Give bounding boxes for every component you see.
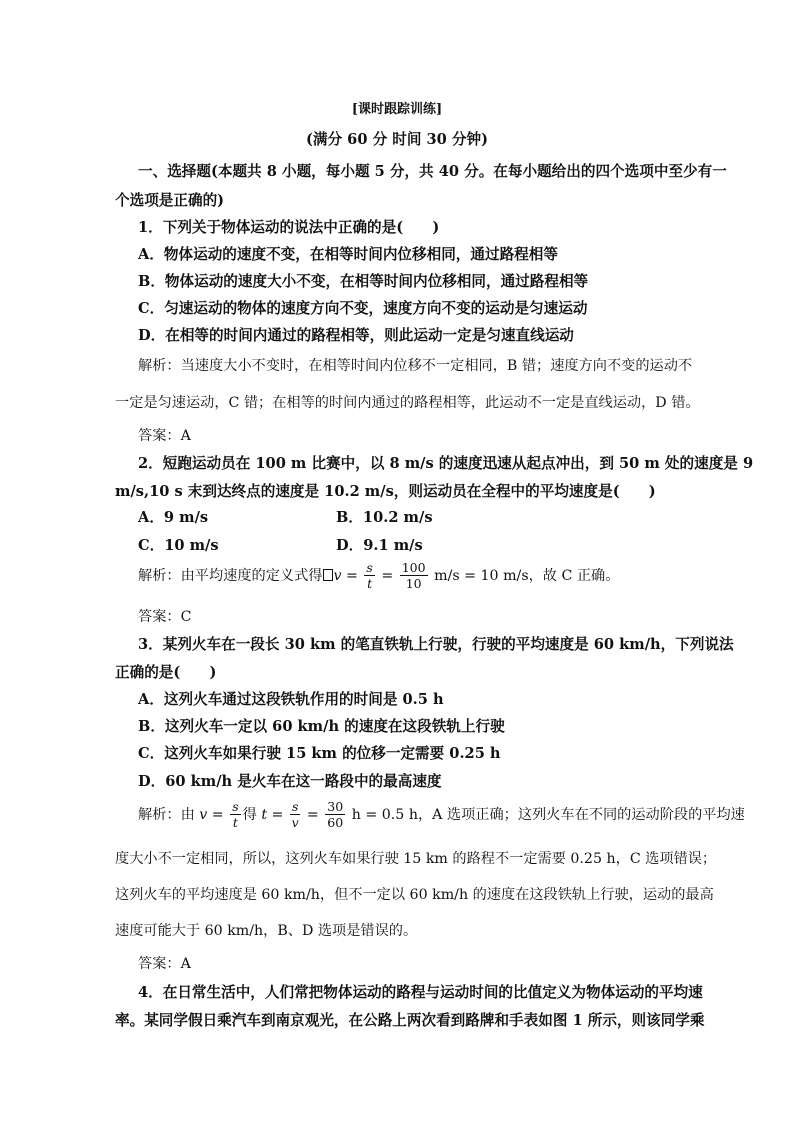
q2-fraction-values: $\frac{100}{10}$	[401, 559, 426, 591]
q2-option-a: A．9 m/s	[138, 509, 209, 526]
q1-option-b: B．物体运动的速度大小不变，在相等时间内位移相同，通过路程相等	[138, 273, 589, 290]
q2-option-c: C．10 m/s	[138, 537, 219, 554]
q3-stem-line1: 3．某列火车在一段长 30 km 的笔直铁轨上行驶，行驶的平均速度是 60 km/h，下列说法	[138, 636, 734, 653]
q1-analysis-line1: 解析：当速度大小不变时，在相等时间内位移不一定相同，B 错；速度方向不变的运动不	[138, 358, 693, 374]
q3-option-b: B．这列火车一定以 60 km/h 的速度在这段铁轨上行驶	[138, 718, 505, 735]
q2-option-b: B．10.2 m/s	[336, 509, 433, 526]
q3-answer: 答案：A	[138, 956, 191, 972]
q2-analysis: 解析：由平均速度的定义式得 v = $\frac{s}{t}$ = $\frac{100}{10}$ m/s = 10 m/s，故 C 正确。	[138, 559, 620, 591]
q1-analysis-line2: 一定是匀速运动，C 错；在相等的时间内通过的路程相等，此运动不一定是直线运动，D 错。	[115, 395, 700, 411]
q1-answer: 答案：A	[138, 428, 191, 444]
q2-analysis-prefix: 解析：由平均速度的定义式得	[138, 568, 323, 584]
q2-stem-line2: m/s,10 s 末到达终点的速度是 10.2 m/s，则运动员在全程中的平均速度是( )	[115, 483, 656, 500]
worksheet-title: [课时跟踪训练]	[351, 102, 443, 117]
q1-option-d: D．在相等的时间内通过的路程相等，则此运动一定是匀速直线运动	[138, 327, 574, 344]
q1-option-c: C．匀速运动的物体的速度方向不变，速度方向不变的运动是匀速运动	[138, 300, 588, 317]
worksheet-subtitle: (满分 60 分 时间 30 分钟)	[306, 131, 488, 148]
q1-option-a: A．物体运动的速度不变，在相等时间内位移相同，通过路程相等	[138, 246, 558, 263]
q2-stem-line1: 2．短跑运动员在 100 m 比赛中，以 8 m/s 的速度迅速从起点冲出，到 50 m 处的速度是 9	[138, 455, 754, 472]
q3-option-c: C．这列火车如果行驶 15 km 的位移一定需要 0.25 h	[138, 745, 501, 762]
q3-fraction-sv: $\frac{s}{v}$	[291, 798, 299, 830]
section-heading-line2: 个选项是正确的)	[115, 192, 225, 209]
q3-fraction-st: $\frac{s}{t}$	[232, 798, 239, 830]
q4-stem-line2: 率。某同学假日乘汽车到南京观光，在公路上两次看到路牌和手表如图 1 所示，则该同学乘	[115, 1012, 705, 1029]
q3-analysis-line2: 度大小不一定相同，所以，这列火车如果行驶 15 km 的路程不一定需要 0.25 h，C 选项错误；	[115, 851, 717, 867]
section-heading-line1: 一、选择题(本题共 8 小题，每小题 5 分，共 40 分。在每小题给出的四个选项中至少有一	[138, 163, 727, 180]
q3-analysis-line4: 速度可能大于 60 km/h，B、D 选项是错误的。	[115, 923, 418, 939]
q2-fraction-st: $\frac{s}{t}$	[366, 559, 373, 591]
q1-stem: 1．下列关于物体运动的说法中正确的是( )	[138, 219, 440, 236]
q2-eq-v: v =	[333, 568, 358, 584]
q3-option-a: A．这列火车通过这段铁轨作用的时间是 0.5 h	[138, 691, 444, 708]
q2-analysis-suffix: m/s = 10 m/s，故 C 正确。	[434, 568, 620, 584]
vector-box-glyph	[323, 569, 333, 581]
q2-answer: 答案：C	[138, 609, 192, 625]
q3-analysis-line1: 解析：由 v = $\frac{s}{t}$ 得 t = $\frac{s}{v}$ = $\frac{30}{60}$ h = 0.5 h，A 选项正确；这列火车在不同的运动阶段的平均速	[138, 798, 745, 830]
q4-stem-line1: 4．在日常生活中，人们常把物体运动的路程与运动时间的比值定义为物体运动的平均速	[138, 984, 703, 1001]
q3-analysis-line3: 这列火车的平均速度是 60 km/h，但不一定以 60 km/h 的速度在这段铁轨上行驶，运动的最高	[115, 887, 714, 903]
q2-option-d: D．9.1 m/s	[336, 537, 423, 554]
q3-option-d: D．60 km/h 是火车在这一路段中的最高速度	[138, 773, 442, 790]
q3-fraction-values: $\frac{30}{60}$	[327, 798, 344, 830]
q3-stem-line2: 正确的是( )	[115, 664, 217, 681]
